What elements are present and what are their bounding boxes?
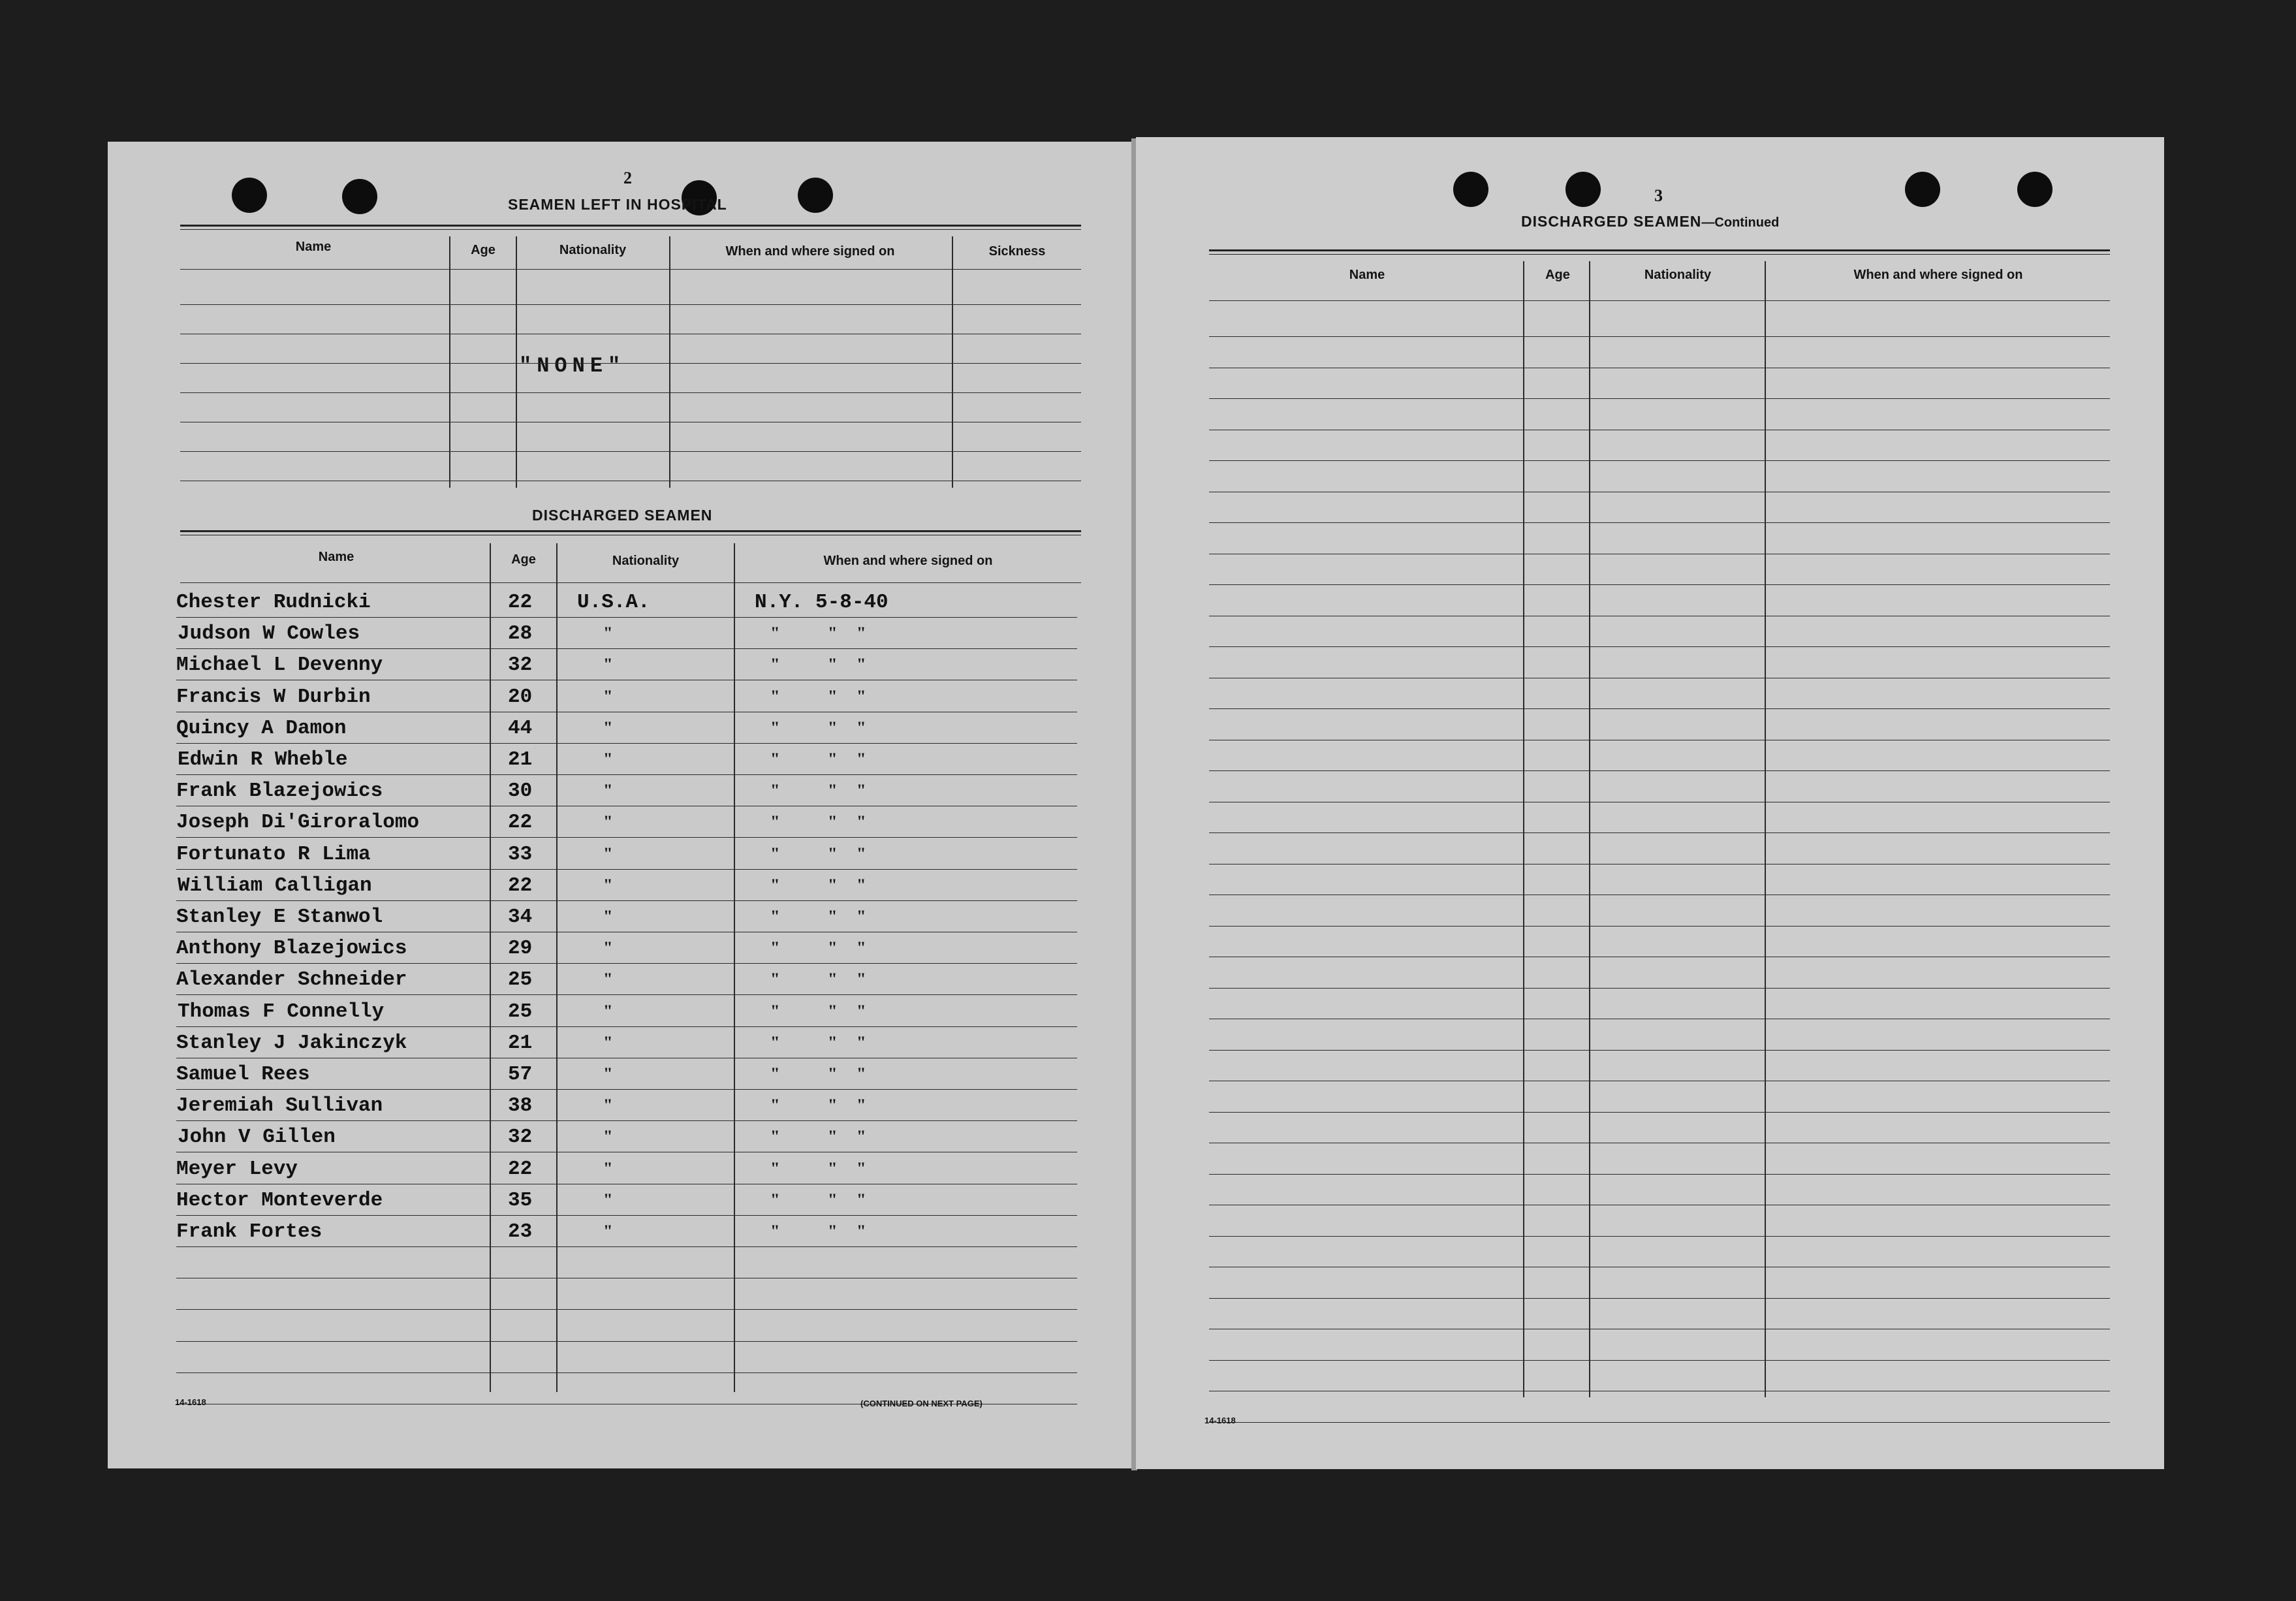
- row-line: [1209, 1112, 2110, 1113]
- ditto-nationality: ": [603, 875, 613, 895]
- seaman-name: Anthony Blazejowics: [176, 937, 407, 960]
- punch-hole: [2017, 172, 2052, 207]
- header-line: [1209, 300, 2110, 301]
- seaman-age: 20: [508, 685, 533, 708]
- header-line: [180, 582, 1081, 583]
- row-line: [176, 1309, 1077, 1310]
- ditto-date: ": [857, 655, 866, 674]
- title-text: DISCHARGED SEAMEN: [1521, 213, 1702, 230]
- seaman-name: Chester Rudnicki: [176, 591, 371, 614]
- page-number: 3: [1654, 186, 1663, 205]
- seaman-age: 38: [508, 1094, 533, 1118]
- row-line: [1209, 1236, 2110, 1237]
- row-line: [1209, 522, 2110, 523]
- row-line: [176, 1372, 1077, 1373]
- seaman-age: 22: [508, 874, 533, 897]
- row-line: [180, 451, 1081, 452]
- ditto-date: ": [828, 750, 838, 769]
- seaman-name: Stanley E Stanwol: [176, 906, 383, 928]
- discharged-header-signed-on: When and where signed on: [823, 554, 993, 568]
- row-line: [1209, 926, 2110, 927]
- hospital-header-sickness: Sickness: [988, 244, 1046, 259]
- seaman-age: 33: [508, 842, 533, 866]
- ditto-nationality: ": [603, 970, 613, 989]
- ditto-date: ": [828, 875, 838, 895]
- ditto-date: ": [857, 1127, 866, 1147]
- ditto-date: ": [857, 1032, 866, 1052]
- row-line: [176, 1026, 1077, 1027]
- seaman-age: 30: [508, 780, 533, 803]
- hospital-header-nationality: Nationality: [559, 243, 627, 257]
- seaman-signed-on: N.Y. 5-8-40: [755, 591, 889, 614]
- seaman-age: 21: [508, 748, 533, 771]
- row-line: [176, 1341, 1077, 1342]
- row-line: [1209, 584, 2110, 585]
- row-line: [176, 617, 1077, 618]
- ditto-place: ": [770, 655, 780, 674]
- ditto-nationality: ": [603, 718, 613, 737]
- row-line: [1209, 336, 2110, 337]
- seaman-name: Samuel Rees: [176, 1063, 310, 1086]
- seaman-name: William Calligan: [178, 874, 372, 897]
- seaman-age: 23: [508, 1220, 533, 1243]
- ditto-nationality: ": [603, 686, 613, 706]
- ditto-nationality: ": [603, 624, 613, 643]
- ditto-date: ": [828, 1190, 838, 1209]
- seaman-age: 32: [508, 654, 533, 677]
- ditto-date: ": [828, 907, 838, 926]
- punch-hole: [232, 178, 267, 213]
- seaman-name: Meyer Levy: [176, 1157, 298, 1181]
- ditto-place: ": [770, 686, 780, 706]
- row-line: [176, 743, 1077, 744]
- ditto-date: ": [828, 1001, 838, 1021]
- column-line: [490, 543, 491, 1392]
- row-line: [176, 900, 1077, 901]
- ditto-place: ": [770, 750, 780, 769]
- seaman-name: Fortunato R Lima: [176, 842, 371, 866]
- ditto-nationality: ": [603, 1032, 613, 1052]
- ditto-date: ": [857, 781, 866, 800]
- discharged-continued-title: [1521, 213, 1779, 230]
- ditto-date: ": [828, 970, 838, 989]
- seaman-name: Alexander Schneider: [176, 968, 407, 992]
- hospital-header-signed-on: When and where signed on: [725, 244, 895, 259]
- column-line: [734, 543, 735, 1392]
- row-line: [1209, 1360, 2110, 1361]
- ditto-place: ": [770, 1064, 780, 1083]
- ditto-nationality: ": [603, 1158, 613, 1178]
- discharged-header-age: Age: [511, 552, 536, 567]
- seaman-age: 44: [508, 716, 533, 740]
- ditto-date: ": [828, 1158, 838, 1178]
- row-line: [176, 1120, 1077, 1121]
- row-line: [1209, 1174, 2110, 1175]
- ditto-date: ": [828, 1032, 838, 1052]
- hospital-title: SEAMEN LEFT IN HOSPITAL: [508, 196, 727, 213]
- ditto-date: ": [857, 686, 866, 706]
- ditto-date: ": [857, 1096, 866, 1115]
- row-line: [1209, 398, 2110, 399]
- row-line: [176, 774, 1077, 775]
- header-line: [180, 269, 1081, 270]
- seaman-name: Edwin R Wheble: [178, 748, 348, 771]
- row-line: [1209, 1050, 2110, 1051]
- seaman-name: Jeremiah Sullivan: [176, 1094, 383, 1118]
- rule: [180, 530, 1081, 535]
- ditto-date: ": [857, 1222, 866, 1241]
- ditto-date: ": [857, 970, 866, 989]
- ditto-date: ": [857, 938, 866, 958]
- ditto-date: ": [828, 1127, 838, 1147]
- ditto-date: ": [828, 1096, 838, 1115]
- punch-hole: [1565, 172, 1601, 207]
- ditto-date: ": [857, 1190, 866, 1209]
- seaman-name: Quincy A Damon: [176, 716, 347, 740]
- ditto-nationality: ": [603, 1001, 613, 1021]
- hospital-none-entry: "NONE": [519, 354, 626, 378]
- seaman-name: Judson W Cowles: [178, 622, 360, 646]
- ditto-date: ": [828, 1064, 838, 1083]
- ditto-date: ": [828, 655, 838, 674]
- ditto-nationality: ": [603, 938, 613, 958]
- ditto-nationality: ": [603, 750, 613, 769]
- seaman-age: 57: [508, 1063, 533, 1086]
- seaman-age: 28: [508, 622, 533, 646]
- row-line: [180, 304, 1081, 305]
- hospital-header-name: Name: [295, 240, 332, 254]
- ditto-place: ": [770, 970, 780, 989]
- ditto-nationality: ": [603, 1222, 613, 1241]
- seaman-age: 32: [508, 1126, 533, 1149]
- ditto-nationality: ": [603, 907, 613, 926]
- row-line: [176, 837, 1077, 838]
- column-line: [952, 236, 953, 488]
- ditto-nationality: ": [603, 1096, 613, 1115]
- ditto-nationality: ": [603, 1127, 613, 1147]
- form-number: 14-1618: [175, 1397, 206, 1407]
- ditto-nationality: ": [603, 1064, 613, 1083]
- left-page: [108, 142, 1133, 1468]
- seaman-name: Stanley J Jakinczyk: [176, 1031, 407, 1054]
- punch-hole: [342, 179, 377, 214]
- title-suffix: —Continued: [1701, 215, 1780, 230]
- row-line: [1209, 1298, 2110, 1299]
- ditto-date: ": [857, 875, 866, 895]
- right-header-age: Age: [1545, 268, 1570, 282]
- seaman-age: 21: [508, 1031, 533, 1054]
- column-line: [556, 543, 558, 1392]
- ditto-nationality: ": [603, 655, 613, 674]
- ditto-place: ": [770, 812, 780, 832]
- ditto-date: ": [828, 844, 838, 863]
- right-header-nationality: Nationality: [1644, 268, 1712, 282]
- ditto-nationality: ": [603, 844, 613, 863]
- ditto-place: ": [770, 875, 780, 895]
- seaman-nationality: U.S.A.: [577, 591, 650, 614]
- punch-hole: [798, 178, 833, 213]
- row-line: [1209, 708, 2110, 709]
- ditto-date: ": [828, 938, 838, 958]
- form-number: 14-1618: [1204, 1416, 1236, 1425]
- ditto-date: ": [857, 1001, 866, 1021]
- ditto-date: ": [828, 624, 838, 643]
- rule: [1209, 249, 2110, 255]
- discharged-title: DISCHARGED SEAMEN: [532, 507, 713, 524]
- seaman-age: 22: [508, 811, 533, 834]
- ditto-nationality: ": [603, 781, 613, 800]
- ditto-place: ": [770, 718, 780, 737]
- row-line: [176, 963, 1077, 964]
- ditto-place: ": [770, 907, 780, 926]
- column-line: [1589, 261, 1590, 1397]
- ditto-place: ": [770, 1222, 780, 1241]
- ditto-nationality: ": [603, 1190, 613, 1209]
- ditto-date: ": [857, 718, 866, 737]
- row-line: [176, 648, 1077, 649]
- continued-note: (CONTINUED ON NEXT PAGE): [860, 1399, 983, 1408]
- discharged-header-nationality: Nationality: [612, 554, 680, 568]
- seaman-age: 22: [508, 591, 533, 614]
- ditto-place: ": [770, 1032, 780, 1052]
- ditto-date: ": [857, 1158, 866, 1178]
- right-page: [1136, 137, 2164, 1469]
- page-number: 2: [623, 168, 632, 187]
- ditto-place: ": [770, 844, 780, 863]
- seaman-name: Francis W Durbin: [176, 685, 371, 708]
- column-line: [1765, 261, 1766, 1397]
- ditto-date: ": [857, 907, 866, 926]
- right-header-name: Name: [1349, 268, 1385, 282]
- ditto-place: ": [770, 938, 780, 958]
- seaman-name: Thomas F Connelly: [178, 1000, 385, 1023]
- seaman-name: John V Gillen: [178, 1126, 336, 1149]
- ditto-place: ": [770, 1158, 780, 1178]
- punch-hole: [1905, 172, 1940, 207]
- row-line: [1209, 770, 2110, 771]
- column-line: [516, 236, 517, 488]
- hospital-header-age: Age: [471, 243, 495, 257]
- punch-hole: [1453, 172, 1488, 207]
- row-line: [1209, 832, 2110, 833]
- rule: [180, 225, 1081, 230]
- seaman-age: 25: [508, 1000, 533, 1023]
- right-header-signed-on: When and where signed on: [1853, 268, 2023, 282]
- row-line: [1209, 1422, 2110, 1423]
- row-line: [1209, 646, 2110, 647]
- seaman-age: 25: [508, 968, 533, 992]
- row-line: [176, 1215, 1077, 1216]
- ditto-date: ": [828, 686, 838, 706]
- ditto-place: ": [770, 1096, 780, 1115]
- row-line: [1209, 988, 2110, 989]
- row-line: [176, 994, 1077, 995]
- ditto-place: ": [770, 781, 780, 800]
- ditto-date: ": [828, 781, 838, 800]
- ditto-date: ": [828, 1222, 838, 1241]
- ditto-date: ": [857, 624, 866, 643]
- row-line: [176, 869, 1077, 870]
- seaman-name: Joseph Di'Giroralomo: [176, 811, 420, 834]
- column-line: [1523, 261, 1524, 1397]
- seaman-name: Frank Fortes: [176, 1220, 322, 1243]
- row-line: [180, 363, 1081, 364]
- ditto-date: ": [857, 812, 866, 832]
- seaman-age: 22: [508, 1157, 533, 1181]
- ditto-place: ": [770, 1190, 780, 1209]
- seaman-age: 35: [508, 1188, 533, 1212]
- ditto-place: ": [770, 1127, 780, 1147]
- ditto-date: ": [828, 718, 838, 737]
- row-line: [176, 1089, 1077, 1090]
- discharged-header-name: Name: [318, 550, 354, 564]
- seaman-age: 34: [508, 906, 533, 928]
- column-line: [669, 236, 670, 488]
- seaman-name: Michael L Devenny: [176, 654, 383, 677]
- ditto-nationality: ": [603, 812, 613, 832]
- row-line: [180, 392, 1081, 393]
- column-line: [449, 236, 450, 488]
- ditto-place: ": [770, 1001, 780, 1021]
- ditto-place: ": [770, 624, 780, 643]
- seaman-age: 29: [508, 937, 533, 960]
- row-line: [176, 1246, 1077, 1247]
- ditto-date: ": [857, 844, 866, 863]
- ditto-date: ": [857, 1064, 866, 1083]
- row-line: [1209, 460, 2110, 461]
- ditto-date: ": [828, 812, 838, 832]
- ditto-date: ": [857, 750, 866, 769]
- seaman-name: Hector Monteverde: [176, 1188, 383, 1212]
- seaman-name: Frank Blazejowics: [176, 780, 383, 803]
